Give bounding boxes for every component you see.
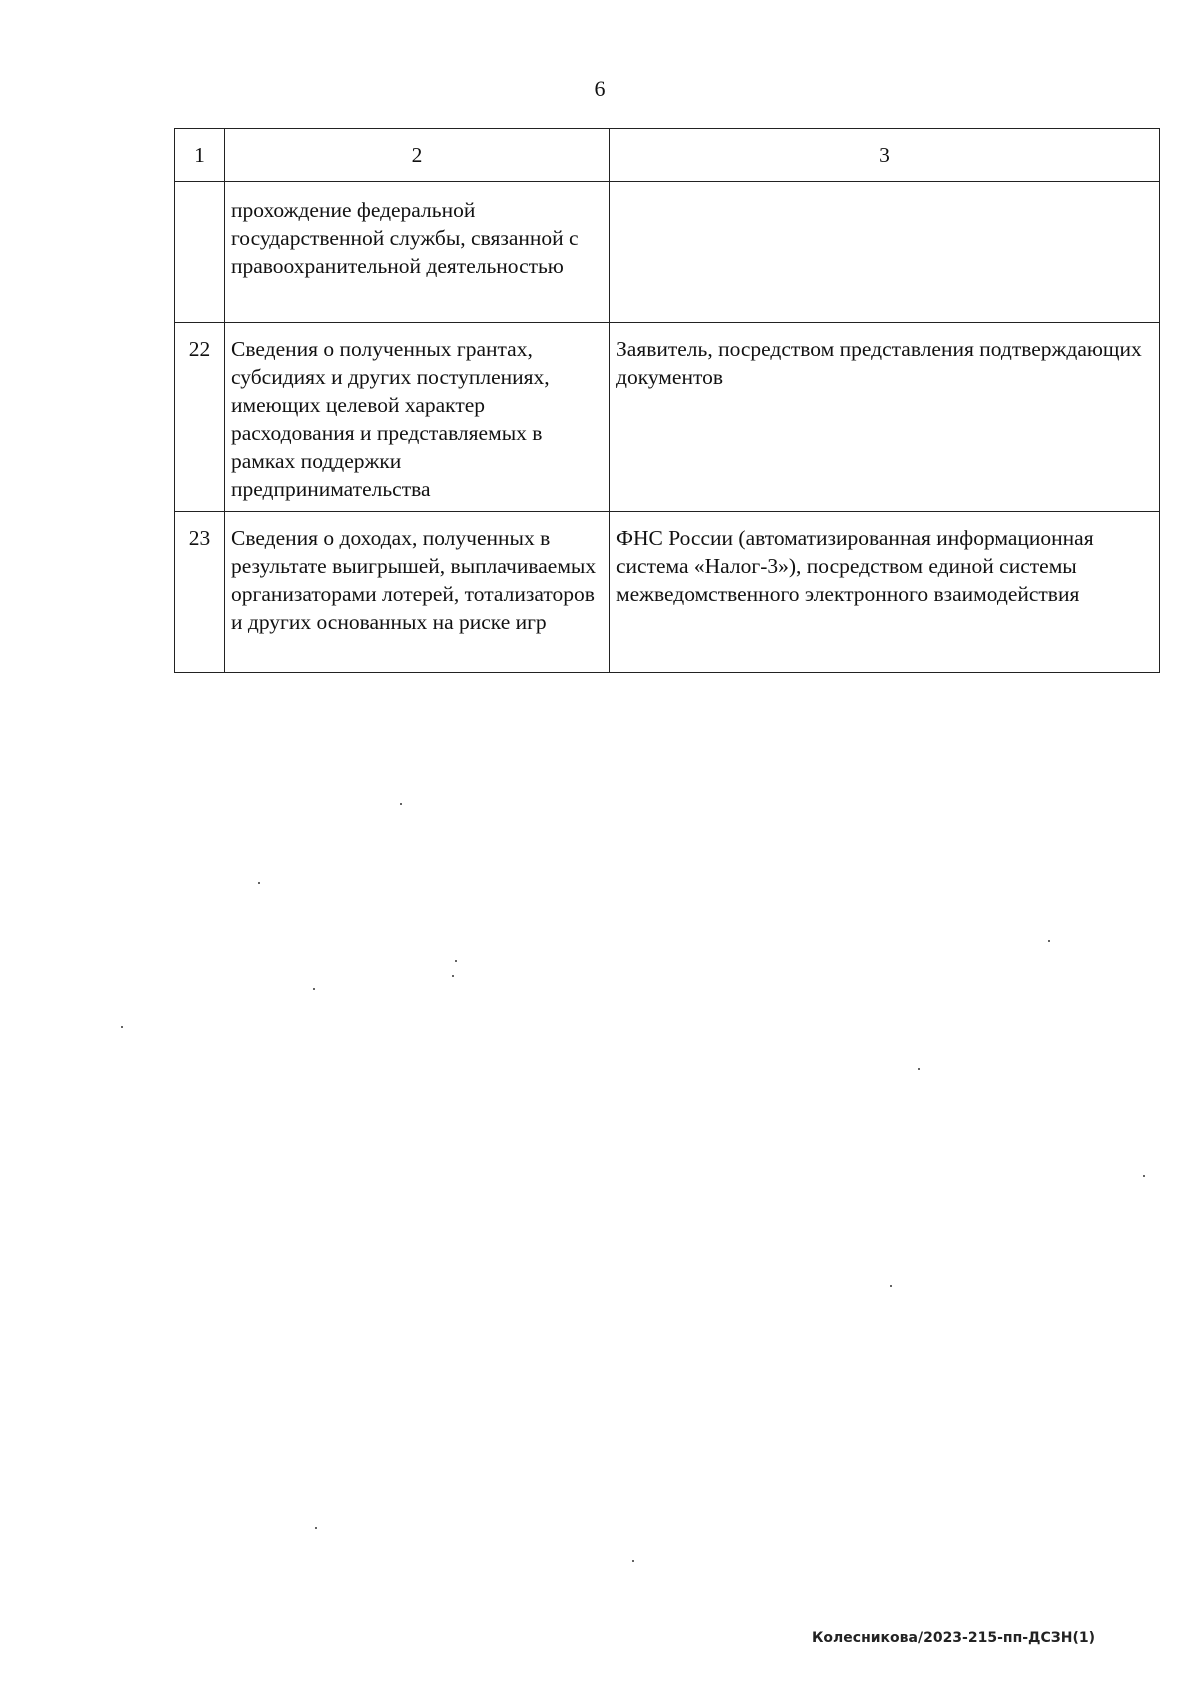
row-description-text: прохождение федеральной государственной службы, связанной с правоохранительной деятельностью: [231, 198, 579, 278]
page-number: 6: [594, 76, 606, 101]
table-header-row: [175, 129, 1160, 182]
row-number-cell: [175, 182, 225, 323]
row-description-cell: [225, 182, 610, 323]
table-row: [175, 182, 1160, 323]
row-source-cell: [610, 182, 1160, 323]
scan-speck: [121, 1026, 123, 1028]
data-table: [174, 128, 1160, 673]
row-number-cell: 23: [175, 512, 225, 673]
footer-document-code: Колесникова/2023-215-пп-ДСЗН(1): [811, 1630, 1095, 1646]
scan-speck: [400, 803, 402, 805]
scan-speck: [918, 1068, 920, 1070]
table-row: [175, 323, 1160, 512]
scan-speck: [258, 882, 260, 884]
row-source-text: ФНС России (автоматизированная информационная система «Налог-3»), посредством единой системы межведомственного электронного взаимодействия: [616, 526, 1094, 606]
scan-speck: [313, 988, 315, 990]
row-number-cell: 22: [175, 323, 225, 512]
scan-speck: [455, 960, 457, 962]
row-description-cell: [225, 512, 610, 673]
row-source-cell: [610, 323, 1160, 512]
row-source-cell: [610, 512, 1160, 673]
scan-speck: [1048, 940, 1050, 942]
header-cell-3: 3: [610, 129, 1160, 182]
scan-speck: [632, 1560, 634, 1562]
header-cell-1: 1: [175, 129, 225, 182]
row-source-text: Заявитель, посредством представления подтверждающих документов: [616, 337, 1142, 389]
header-cell-2: 2: [225, 129, 610, 182]
scan-speck: [1143, 1175, 1145, 1177]
row-description-text: Сведения о полученных грантах, субсидиях и других поступлениях, имеющих целевой характер расходования и представляемых в рамках поддержки предпринимательства: [231, 337, 550, 501]
row-description-cell: [225, 323, 610, 512]
scan-speck: [315, 1527, 317, 1529]
scan-speck: [452, 975, 454, 977]
row-description-text: Сведения о доходах, полученных в результате выигрышей, выплачиваемых организаторами лотерей, тотализаторов и других основанных на риске игр: [231, 526, 597, 634]
table-row: [175, 512, 1160, 673]
scan-speck: [890, 1285, 892, 1287]
